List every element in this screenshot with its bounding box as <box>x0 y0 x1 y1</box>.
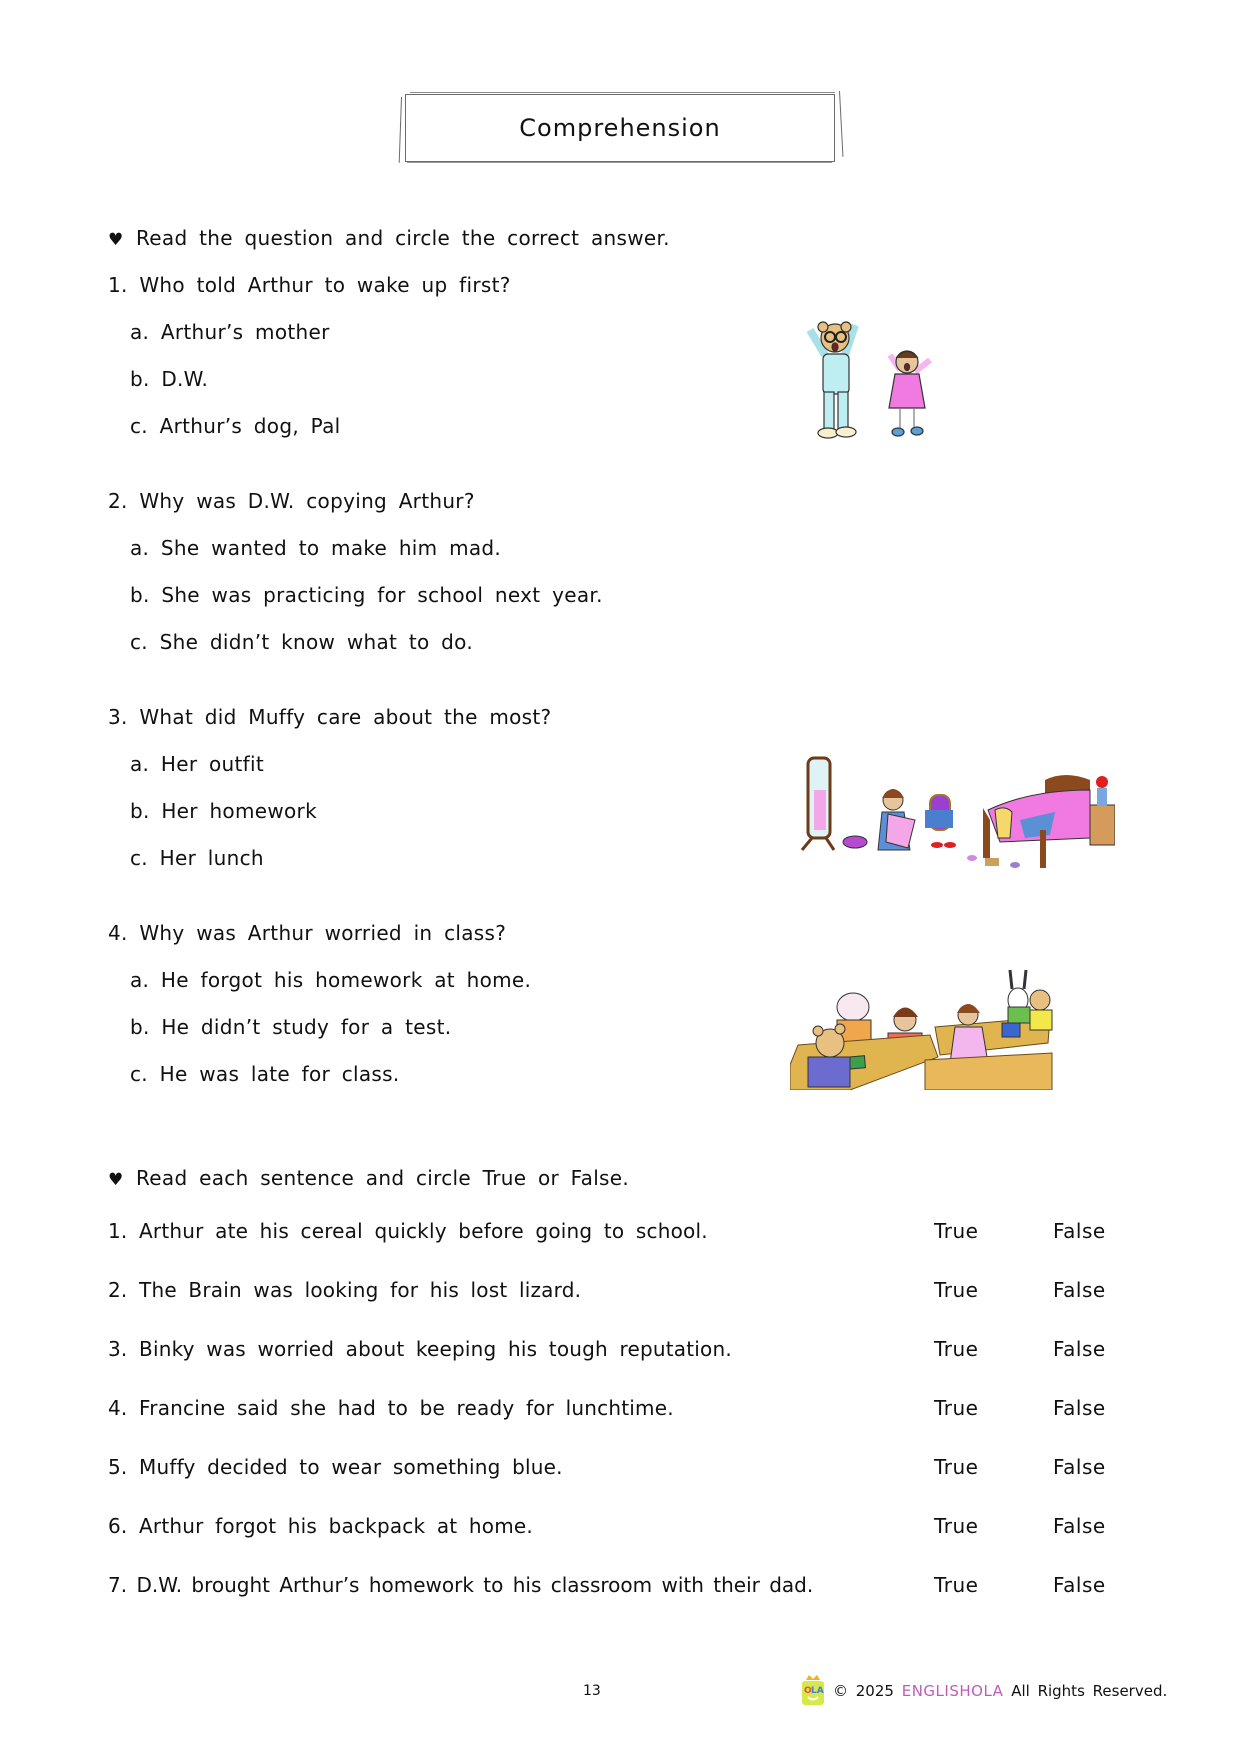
section2-instruction: ♥ Read each sentence and circle True or False. <box>108 1166 630 1190</box>
true-option[interactable]: True <box>934 1514 979 1538</box>
option-4c[interactable]: c. He was late for class. <box>130 1062 400 1086</box>
svg-text:O: O <box>804 1686 812 1696</box>
statement-text: 3. Binky was worried about keeping his tough reputation. <box>108 1337 732 1361</box>
tf-statement-3 <box>108 1337 1128 1361</box>
option-4b[interactable]: b. He didn’t study for a test. <box>130 1015 452 1039</box>
statement-text: 6. Arthur forgot his backpack at home. <box>108 1514 533 1538</box>
false-option[interactable]: False <box>1053 1455 1106 1479</box>
englishola-logo-icon <box>800 1672 826 1706</box>
statement-text: 7. D.W. brought Arthur’s homework to his classroom with their dad. <box>108 1573 814 1597</box>
false-option[interactable]: False <box>1053 1573 1106 1597</box>
brand-name: ENGLISHOLA <box>901 1682 1004 1700</box>
section1-instruction: ♥ Read the question and circle the correct answer. <box>108 226 670 250</box>
true-option[interactable]: True <box>934 1396 979 1420</box>
option-2b[interactable]: b. She was practicing for school next year. <box>130 583 603 607</box>
arthur-dw-yawning-illustration <box>790 310 940 445</box>
page-title: Comprehension <box>519 114 721 142</box>
question-3: 3. What did Muffy care about the most? <box>108 705 552 729</box>
false-option[interactable]: False <box>1053 1278 1106 1302</box>
option-3a[interactable]: a. Her outfit <box>130 752 265 776</box>
page-number: 13 <box>583 1683 601 1699</box>
tf-statement-4 <box>108 1396 1128 1420</box>
tf-statement-5 <box>108 1455 1128 1479</box>
title-frame-line <box>410 92 835 93</box>
false-option[interactable]: False <box>1053 1219 1106 1243</box>
question-2: 2. Why was D.W. copying Arthur? <box>108 489 475 513</box>
tf-statement-6 <box>108 1514 1128 1538</box>
question-4: 4. Why was Arthur worried in class? <box>108 921 507 945</box>
false-option[interactable]: False <box>1053 1396 1106 1420</box>
tf-statement-1 <box>108 1219 1128 1243</box>
statement-text: 5. Muffy decided to wear something blue. <box>108 1455 563 1479</box>
classroom-illustration <box>790 965 1055 1090</box>
true-option[interactable]: True <box>934 1573 979 1597</box>
option-2a[interactable]: a. She wanted to make him mad. <box>130 536 502 560</box>
title-banner <box>405 94 835 162</box>
option-4a[interactable]: a. He forgot his homework at home. <box>130 968 532 992</box>
option-2c[interactable]: c. She didn’t know what to do. <box>130 630 474 654</box>
statement-text: 4. Francine said she had to be ready for lunchtime. <box>108 1396 674 1420</box>
statement-text: 1. Arthur ate his cereal quickly before going to school. <box>108 1219 708 1243</box>
tf-statement-7 <box>108 1573 1128 1597</box>
false-option[interactable]: False <box>1053 1337 1106 1361</box>
option-1c[interactable]: c. Arthur’s dog, Pal <box>130 414 341 438</box>
option-3c[interactable]: c. Her lunch <box>130 846 264 870</box>
question-1: 1. Who told Arthur to wake up first? <box>108 273 511 297</box>
option-1a[interactable]: a. Arthur’s mother <box>130 320 330 344</box>
true-option[interactable]: True <box>934 1278 979 1302</box>
true-option[interactable]: True <box>934 1337 979 1361</box>
false-option[interactable]: False <box>1053 1514 1106 1538</box>
statement-text: 2. The Brain was looking for his lost lizard. <box>108 1278 582 1302</box>
true-option[interactable]: True <box>934 1219 979 1243</box>
copyright-notice: © 2025 ENGLISHOLA All Rights Reserved. <box>833 1682 1168 1700</box>
true-option[interactable]: True <box>934 1455 979 1479</box>
svg-text:LA: LA <box>811 1686 824 1696</box>
tf-statement-2 <box>108 1278 1128 1302</box>
heart-icon: ♥ <box>108 230 124 250</box>
title-frame-line <box>407 162 832 163</box>
option-3b[interactable]: b. Her homework <box>130 799 317 823</box>
option-1b[interactable]: b. D.W. <box>130 367 209 391</box>
heart-icon: ♥ <box>108 1170 124 1190</box>
muffy-bedroom-illustration <box>790 750 1115 870</box>
